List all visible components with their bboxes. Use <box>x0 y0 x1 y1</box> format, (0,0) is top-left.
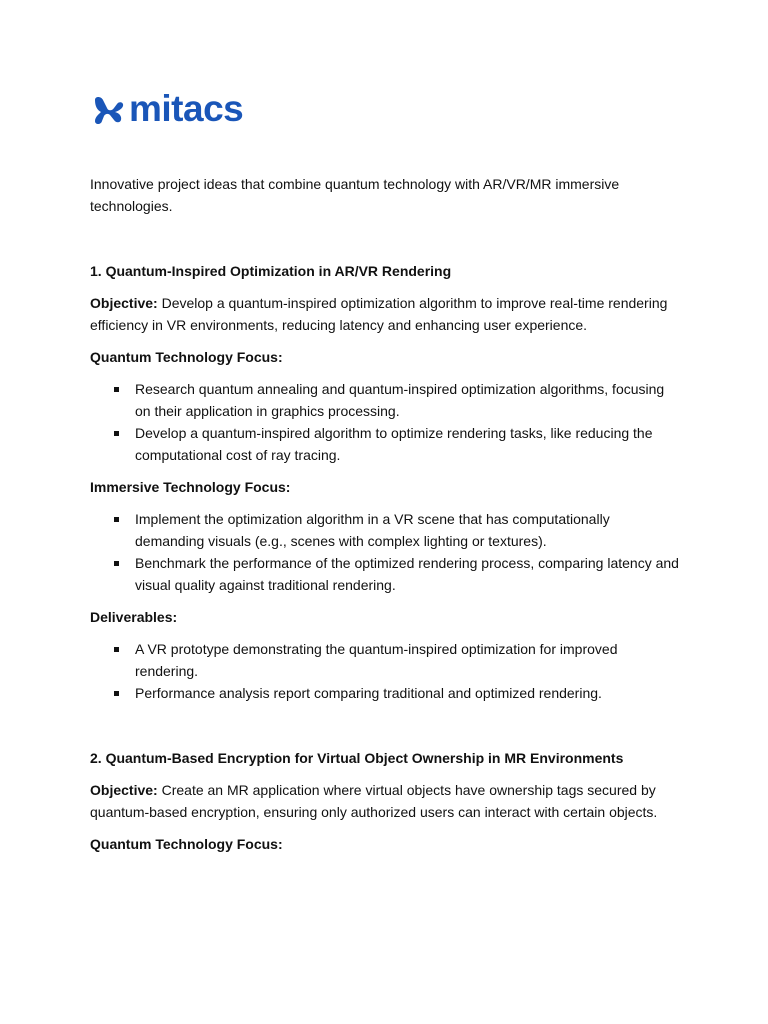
list-item: Implement the optimization algorithm in a VR scene that has computationally demanding visuals (e.g., scenes with complex lighting or textures). <box>90 508 680 552</box>
intro-paragraph: Innovative project ideas that combine quantum technology with AR/VR/MR immersive technologies. <box>90 176 620 214</box>
project-section <box>90 260 680 704</box>
quantum-focus-heading: Quantum Technology Focus: <box>90 836 283 852</box>
list-item: Performance analysis report comparing traditional and optimized rendering. <box>90 682 680 704</box>
section-spacer <box>90 714 680 747</box>
deliverables-heading: Deliverables: <box>90 609 178 625</box>
document-body <box>90 173 680 865</box>
mitacs-logo <box>91 88 244 129</box>
objective-text: Develop a quantum-inspired optimization algorithm to improve real-time rendering efficiency in VR environments, reducing latency and enhancing user experience. <box>90 295 668 333</box>
list-item: Develop a quantum-inspired algorithm to optimize rendering tasks, like reducing the computational cost of ray tracing. <box>90 422 680 466</box>
immersive-focus-heading: Immersive Technology Focus: <box>90 479 291 495</box>
objective-paragraph <box>90 292 680 336</box>
objective-paragraph <box>90 779 680 823</box>
objective-label: Objective: <box>90 782 158 798</box>
list-item: A VR prototype demonstrating the quantum-inspired optimization for improved rendering. <box>90 638 680 682</box>
list-item: Benchmark the performance of the optimized rendering process, comparing latency and visual quality against traditional rendering. <box>90 552 680 596</box>
mitacs-logo-text: mitacs <box>129 88 244 129</box>
section-heading: 2. Quantum-Based Encryption for Virtual Object Ownership in MR Environments <box>90 750 624 766</box>
immersive-focus-list <box>90 508 680 596</box>
mitacs-logo-mark-icon <box>91 94 125 128</box>
quantum-focus-heading: Quantum Technology Focus: <box>90 349 283 365</box>
objective-text: Create an MR application where virtual objects have ownership tags secured by quantum-based encryption, ensuring only authorized users can interact with certain objects. <box>90 782 658 820</box>
deliverables-list <box>90 638 680 704</box>
objective-label: Objective: <box>90 295 158 311</box>
list-item: Research quantum annealing and quantum-inspired optimization algorithms, focusing on their application in graphics processing. <box>90 378 680 422</box>
project-section <box>90 747 680 855</box>
section-heading: 1. Quantum-Inspired Optimization in AR/VR Rendering <box>90 263 452 279</box>
quantum-focus-list <box>90 378 680 466</box>
